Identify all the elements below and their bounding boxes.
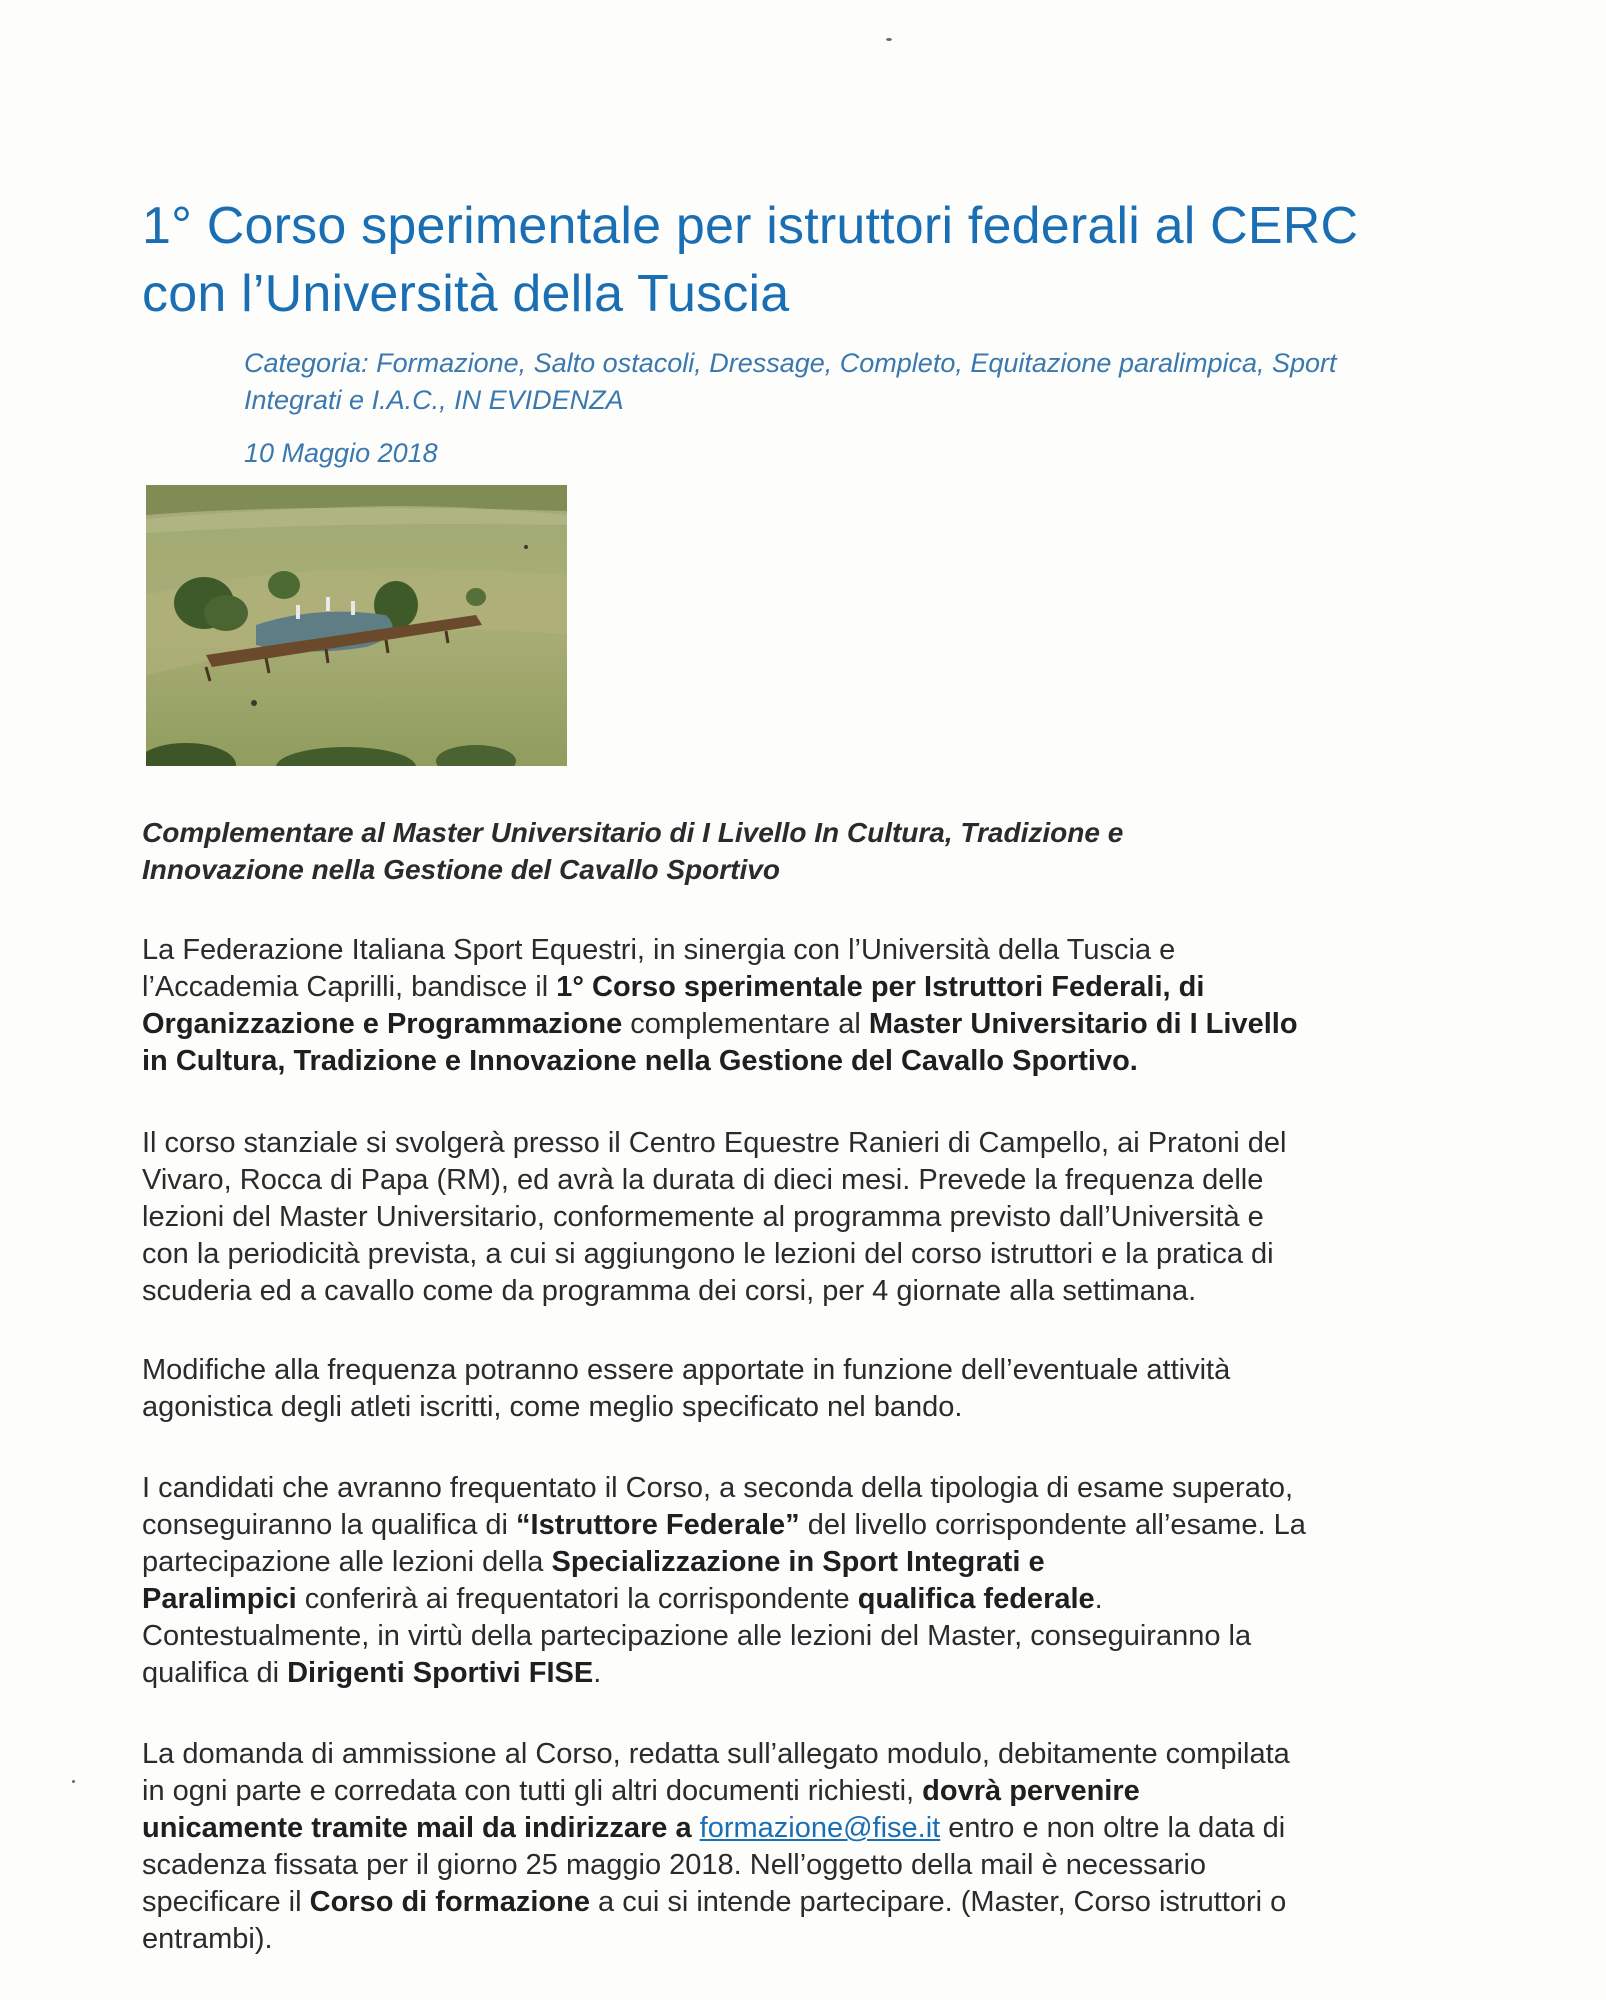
p1-bold-organization: Organizzazione e Programmazione (142, 1008, 623, 1040)
p4-text: qualifica di (142, 1657, 288, 1689)
p4-line-1: I candidati che avranno frequentato il Corso, a seconda della tipologia di esame superato, (142, 1472, 1294, 1504)
title-line-1: 1° Corso sperimentale per istruttori federali al CERC (142, 197, 1359, 255)
p4-text: . (593, 1657, 602, 1689)
article-date: 10 Maggio 2018 (244, 438, 438, 468)
equestrian-field-photo (146, 485, 567, 766)
p4-text: . (1094, 1583, 1103, 1615)
article-categories (244, 345, 1504, 419)
p5-line-5 (142, 1884, 1482, 1921)
p5-text: specificare il (142, 1886, 310, 1918)
p5-line-1: La domanda di ammissione al Corso, redatta sull’allegato modulo, debitamente compilata (142, 1738, 1290, 1770)
p2-line-4: con la periodicità prevista, a cui si aggiungono le lezioni del corso istruttori e la pratica di (142, 1238, 1274, 1270)
p4-text: conseguiranno la qualifica di (142, 1509, 517, 1541)
paragraph-5 (142, 1736, 1482, 1958)
p1-bold-master: Master Universitario di I Livello (868, 1008, 1298, 1040)
p4-line-5: Contestualmente, in virtù della partecipazione alle lezioni del Master, conseguiranno la (142, 1620, 1252, 1652)
p4-bold-qualification: “Istruttore Federale” (516, 1509, 800, 1541)
title-line-2: con l’Università della Tuscia (142, 265, 790, 323)
email-link[interactable]: formazione@fise.it (699, 1812, 941, 1844)
p1-bold-course-name: 1° Corso sperimentale per Istruttori Federali, di (556, 971, 1205, 1003)
article-photo (146, 485, 567, 766)
p1-line-2 (142, 969, 1482, 1006)
p5-line-2 (142, 1773, 1482, 1810)
paragraph-2 (142, 1125, 1482, 1310)
p1-text: complementare al (622, 1008, 869, 1040)
p4-bold-dirigenti: Dirigenti Sportivi FISE (287, 1657, 594, 1689)
scan-speck (72, 1780, 75, 1783)
paragraph-1 (142, 932, 1482, 1080)
p5-text: a cui si intende partecipare. (Master, Corso istruttori o (589, 1886, 1287, 1918)
subtitle-line-2: Innovazione nella Gestione del Cavallo Sportivo (142, 854, 780, 885)
p1-line-3 (142, 1006, 1482, 1043)
p4-line-6 (142, 1655, 1482, 1692)
scan-speck (886, 38, 892, 41)
p1-bold-master-title: in Cultura, Tradizione e Innovazione nella Gestione del Cavallo Sportivo. (142, 1045, 1138, 1077)
p5-bold-text: dovrà pervenire (922, 1775, 1140, 1807)
p4-line-2 (142, 1507, 1482, 1544)
p5-bold-course: Corso di formazione (309, 1886, 590, 1918)
p5-bold-text: unicamente tramite mail da indirizzare a (142, 1812, 700, 1844)
categories-line-1: Categoria: Formazione, Salto ostacoli, Dressage, Completo, Equitazione paralimpica, Sport (244, 348, 1337, 378)
p4-text: del livello corrispondente all’esame. La (799, 1509, 1306, 1541)
p4-bold-specialization: Specializzazione in Sport Integrati e (551, 1546, 1045, 1578)
subtitle-line-1: Complementare al Master Universitario di I Livello In Cultura, Tradizione e (142, 817, 1124, 848)
p2-line-3: lezioni del Master Universitario, conformemente al programma previsto dall’Università e (142, 1201, 1264, 1233)
p5-line-3 (142, 1810, 1482, 1847)
p1-line-1: La Federazione Italiana Sport Equestri, in sinergia con l’Università della Tuscia e (142, 934, 1176, 966)
p2-line-1: Il corso stanziale si svolgerà presso il Centro Equestre Ranieri di Campello, ai Pratoni del (142, 1127, 1287, 1159)
p3-line-1: Modifiche alla frequenza potranno essere apportate in funzione dell’eventuale attività (142, 1354, 1231, 1386)
p2-line-5: scuderia ed a cavallo come da programma dei corsi, per 4 giornate alla settimana. (142, 1275, 1197, 1307)
p4-text: conferirà ai frequentatori la corrispondente (296, 1583, 858, 1615)
p2-line-2: Vivaro, Rocca di Papa (RM), ed avrà la durata di dieci mesi. Prevede la frequenza delle (142, 1164, 1264, 1196)
p4-bold-federal-qualification: qualifica federale (857, 1583, 1095, 1615)
p4-line-4 (142, 1581, 1482, 1618)
p5-line-6: entrambi). (142, 1923, 273, 1955)
p1-line-4 (142, 1043, 1482, 1080)
p3-line-2: agonistica degli atleti iscritti, come meglio specificato nel bando. (142, 1391, 963, 1423)
p5-text: entro e non oltre la data di (940, 1812, 1286, 1844)
p5-text: in ogni parte e corredata con tutti gli altri documenti richiesti, (142, 1775, 923, 1807)
paragraph-3 (142, 1352, 1482, 1426)
p4-text: partecipazione alle lezioni della (142, 1546, 552, 1578)
article-subtitle (142, 814, 1482, 888)
p5-line-4: scadenza fissata per il giorno 25 maggio 2018. Nell’oggetto della mail è necessario (142, 1849, 1206, 1881)
paragraph-4 (142, 1470, 1482, 1692)
article-title (142, 192, 1482, 328)
p4-bold-paralimpici: Paralimpici (142, 1583, 297, 1615)
categories-line-2: Integrati e I.A.C., IN EVIDENZA (244, 385, 624, 415)
p1-text: l’Accademia Caprilli, bandisce il (142, 971, 557, 1003)
p4-line-3 (142, 1544, 1482, 1581)
